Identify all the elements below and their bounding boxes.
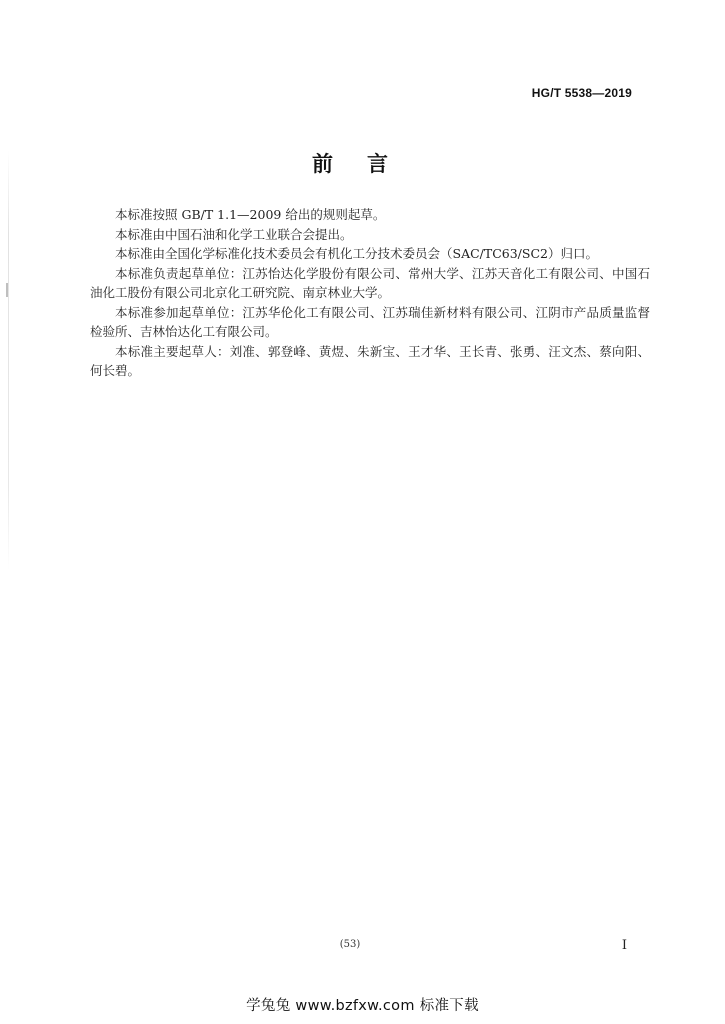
footer-watermark: 学兔兔 www.bzfxw.com 标准下载 — [246, 998, 479, 1014]
paragraph-main-drafters: 本标准主要起草人：刘准、郭登峰、黄煜、朱新宝、王才华、王长青、张勇、汪文杰、蔡向阳、何长碧。 — [90, 343, 650, 378]
paragraph-proposer: 本标准由中国石油和化学工业联合会提出。 — [115, 226, 353, 242]
page-number: I — [621, 938, 627, 953]
page-sequence-number: (53) — [339, 939, 361, 950]
paragraph-technical-committee: 本标准由全国化学标准化技术委员会有机化工分技术委员会（SAC/TC63/SC2）归口。 — [115, 246, 598, 261]
paragraph-lead-drafters: 本标准负责起草单位：江苏怡达化学股份有限公司、常州大学、江苏天音化工有限公司、中国石油化工股份有限公司北京化工研究院、南京林业大学。 — [90, 265, 650, 300]
standard-code: HG/T 5538—2019 — [531, 86, 632, 100]
paragraph-participating-drafters: 本标准参加起草单位：江苏华伦化工有限公司、江苏瑞佳新材料有限公司、江阴市产品质量监督检验所、吉林怡达化工有限公司。 — [90, 304, 650, 339]
scan-edge-line — [8, 150, 9, 570]
scan-edge-mark — [6, 283, 8, 297]
paragraph-drafting-rules: 本标准按照 GB/T 1.1—2009 给出的规则起草。 — [115, 207, 386, 222]
foreword-body — [90, 205, 650, 381]
page-title: 前言 — [312, 152, 422, 176]
